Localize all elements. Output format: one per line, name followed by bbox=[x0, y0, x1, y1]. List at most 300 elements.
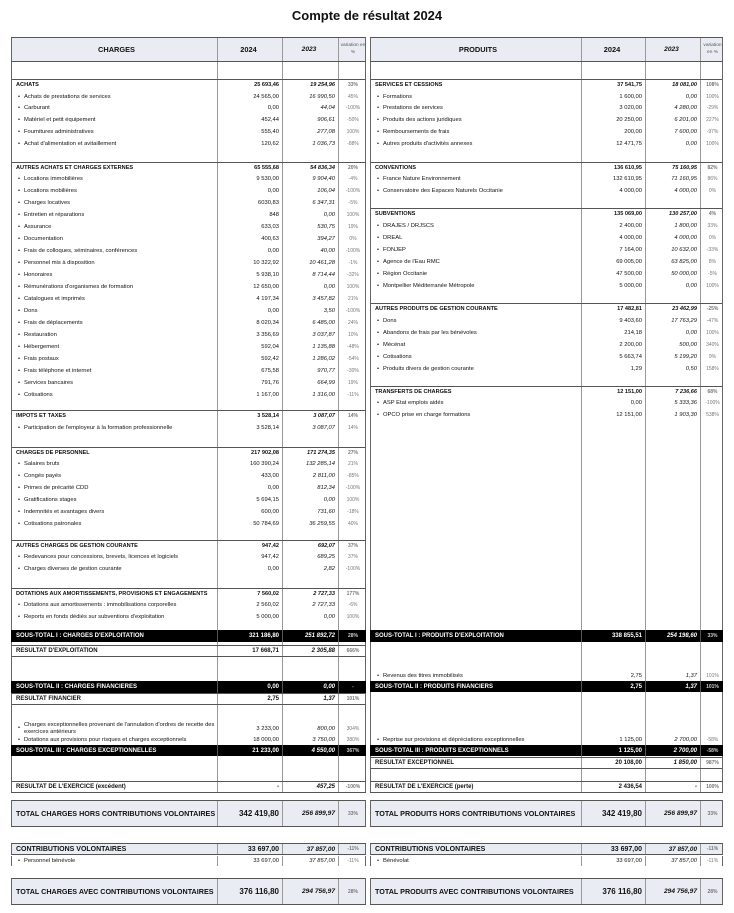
row-label: AUTRES ACHATS ET CHARGES EXTERNES bbox=[16, 165, 134, 171]
value-2023: 0,00 bbox=[282, 681, 338, 693]
row-label: • Conservatoire des Espaces Naturels Occitanie bbox=[371, 186, 581, 196]
item-row bbox=[11, 390, 366, 400]
value-2024: - bbox=[217, 782, 282, 792]
value-2024: 24 565,00 bbox=[217, 92, 282, 102]
value-2023: 2023 bbox=[645, 38, 700, 61]
item-row bbox=[11, 459, 366, 469]
value-2024: 2 560,02 bbox=[217, 600, 282, 610]
variation-percent: 19% bbox=[338, 378, 367, 388]
row-label: SOUS-TOTAL III : CHARGES EXCEPTIONNELLES bbox=[16, 747, 157, 754]
contributions-row bbox=[370, 843, 723, 855]
value-2023: 530,75 bbox=[282, 222, 338, 232]
value-2023: 2023 bbox=[282, 38, 338, 61]
variation-percent: 82% bbox=[700, 163, 724, 173]
value-2024: 592,04 bbox=[217, 342, 282, 352]
value-2024: 33 697,00 bbox=[217, 844, 282, 854]
value-2023: 6 201,00 bbox=[645, 115, 700, 125]
variation-percent: -1% bbox=[338, 258, 367, 268]
value-2024: 2,75 bbox=[217, 694, 282, 704]
blank-row bbox=[11, 529, 366, 540]
row-label: • Entretien et réparations bbox=[12, 210, 217, 220]
item-row bbox=[370, 92, 723, 102]
value-2023: 4 000,00 bbox=[645, 186, 700, 196]
row-label: • Produits des actions juridiques bbox=[371, 115, 581, 125]
row-label: RESULTAT FINANCIER bbox=[16, 696, 81, 702]
item-row bbox=[11, 186, 366, 196]
value-2024: 2 200,00 bbox=[581, 340, 645, 350]
item-row bbox=[370, 269, 723, 279]
row-label: TOTAL PRODUITS HORS CONTRIBUTIONS VOLONTAIRES bbox=[375, 808, 576, 818]
variation-percent: 100% bbox=[338, 495, 367, 505]
variation-percent: -85% bbox=[338, 471, 367, 481]
category-row bbox=[370, 386, 723, 397]
variation-percent: -100% bbox=[338, 483, 367, 493]
value-2023: 3 457,82 bbox=[282, 294, 338, 304]
row-label: RESULTAT DE L'EXERCICE (excédent) bbox=[16, 784, 126, 790]
row-label: • Cotisations bbox=[12, 390, 217, 400]
value-2023: 106,04 bbox=[282, 186, 338, 196]
variation-percent: 33% bbox=[700, 630, 724, 642]
variation-percent: -11% bbox=[338, 390, 367, 400]
value-2023: 50 000,00 bbox=[645, 269, 700, 279]
row-label: • Cotisations patronales bbox=[12, 519, 217, 529]
value-2024: 5 938,10 bbox=[217, 270, 282, 280]
item-row bbox=[11, 422, 366, 433]
value-2023: 1 135,88 bbox=[282, 342, 338, 352]
row-label: • Frais téléphone et internet bbox=[12, 366, 217, 376]
value-2024: 555,40 bbox=[217, 127, 282, 137]
value-2023: 0,00 bbox=[645, 92, 700, 102]
value-2023: 731,60 bbox=[282, 507, 338, 517]
result-row bbox=[370, 781, 723, 793]
row-label: • Autres produits d'activités annexes bbox=[371, 139, 581, 149]
variation-percent: 101% bbox=[700, 671, 724, 681]
item-row bbox=[11, 115, 366, 125]
variation-percent: 28% bbox=[338, 630, 367, 642]
variation-percent: -54% bbox=[338, 354, 367, 364]
value-2024: 37 541,75 bbox=[581, 80, 645, 90]
blank-row bbox=[370, 291, 723, 303]
value-2023: 2 811,00 bbox=[282, 471, 338, 481]
blank-row bbox=[370, 769, 723, 781]
value-2024: 675,58 bbox=[217, 366, 282, 376]
value-2024: 18 000,00 bbox=[217, 735, 282, 745]
variation-percent: 40% bbox=[338, 519, 367, 529]
item-row bbox=[370, 139, 723, 149]
row-label: • Locations mobilières bbox=[12, 186, 217, 196]
blank-row bbox=[11, 574, 366, 588]
variation-percent: -58% bbox=[700, 745, 724, 756]
variation-percent: 21% bbox=[338, 294, 367, 304]
value-2023: 2 727,33 bbox=[282, 589, 338, 599]
item-row bbox=[11, 198, 366, 208]
subtotal-row bbox=[11, 630, 366, 642]
value-2024: 33 697,00 bbox=[581, 856, 645, 866]
variation-percent: -29% bbox=[700, 103, 724, 113]
variation-percent: 27% bbox=[338, 448, 367, 458]
value-2023: 1,37 bbox=[645, 671, 700, 681]
variation-percent: 33% bbox=[338, 80, 367, 90]
item-row bbox=[370, 233, 723, 243]
value-2023: 256 899,97 bbox=[282, 801, 338, 826]
row-label: • Assurance bbox=[12, 222, 217, 232]
row-label: RESULTAT DE L'EXERCICE (perte) bbox=[375, 784, 474, 790]
value-2023: 37 857,00 bbox=[645, 844, 700, 854]
row-label: • Carburant bbox=[12, 103, 217, 113]
blank-row bbox=[11, 705, 366, 717]
item-row bbox=[11, 564, 366, 574]
blank-row bbox=[11, 400, 366, 410]
value-2024: 2024 bbox=[217, 38, 282, 61]
variation-percent: -11% bbox=[700, 844, 724, 854]
value-2023: 906,61 bbox=[282, 115, 338, 125]
row-label: • Mécénat bbox=[371, 340, 581, 350]
item-row bbox=[11, 856, 366, 866]
item-row bbox=[11, 103, 366, 113]
variation-percent: 158% bbox=[700, 364, 724, 374]
row-label: TOTAL PRODUITS AVEC CONTRIBUTIONS VOLONTAIRES bbox=[375, 886, 574, 896]
value-2023: 3 750,00 bbox=[282, 735, 338, 745]
row-label: IMPOTS ET TAXES bbox=[16, 413, 66, 419]
item-row bbox=[370, 410, 723, 420]
value-2023: 37 857,00 bbox=[282, 856, 338, 866]
value-2023: 9 904,40 bbox=[282, 174, 338, 184]
blank-row bbox=[11, 149, 366, 162]
row-label: • Agence de l'Eau RMC bbox=[371, 257, 581, 267]
value-2023: - bbox=[645, 782, 700, 792]
value-2023: 664,99 bbox=[282, 378, 338, 388]
row-label: • Remboursements de frais bbox=[371, 127, 581, 137]
variation-percent: 24% bbox=[338, 318, 367, 328]
value-2024: 6030,83 bbox=[217, 198, 282, 208]
variation-percent: -5% bbox=[338, 198, 367, 208]
row-label: • Frais postaux bbox=[12, 354, 217, 364]
item-row bbox=[370, 671, 723, 681]
header-spacer bbox=[370, 62, 723, 78]
variation-percent: 100% bbox=[338, 210, 367, 220]
charges-header bbox=[11, 37, 366, 62]
value-2023: 254 198,60 bbox=[645, 630, 700, 642]
value-2024: 12 151,00 bbox=[581, 387, 645, 397]
value-2023: 16 990,50 bbox=[282, 92, 338, 102]
value-2023: 0,00 bbox=[282, 210, 338, 220]
value-2024: 0,00 bbox=[217, 564, 282, 574]
variation-percent: 108% bbox=[700, 80, 724, 90]
value-2024: 12 650,00 bbox=[217, 282, 282, 292]
category-row bbox=[370, 79, 723, 90]
subtotal-row bbox=[11, 745, 366, 756]
value-2023: 3 087,07 bbox=[282, 422, 338, 433]
blank-row bbox=[370, 374, 723, 386]
item-row bbox=[11, 354, 366, 364]
value-2024: 4 000,00 bbox=[581, 233, 645, 243]
item-row bbox=[370, 174, 723, 184]
blank-row bbox=[370, 642, 723, 671]
value-2023: 0,00 bbox=[645, 139, 700, 149]
variation-percent: -5% bbox=[700, 269, 724, 279]
result-row bbox=[11, 693, 366, 705]
value-2024: 3 233,00 bbox=[217, 717, 282, 741]
item-row bbox=[11, 270, 366, 280]
value-2023: 8 714,44 bbox=[282, 270, 338, 280]
variation-percent: 101% bbox=[700, 681, 724, 692]
row-label: • Abandons de frais par les bénévoles bbox=[371, 328, 581, 338]
row-label: • ASP Etat emplois aidés bbox=[371, 398, 581, 408]
item-row bbox=[370, 245, 723, 255]
variation-percent: -100% bbox=[700, 398, 724, 408]
variation-percent: 538% bbox=[700, 410, 724, 420]
variation-percent: -48% bbox=[338, 342, 367, 352]
item-row bbox=[11, 234, 366, 244]
value-2023: 132 285,14 bbox=[282, 459, 338, 469]
variation-percent: -47% bbox=[700, 316, 724, 326]
subtotal-row bbox=[370, 630, 723, 642]
value-2023: 63 825,00 bbox=[645, 257, 700, 267]
variation-percent: 28% bbox=[338, 879, 367, 904]
value-2023: 17 763,29 bbox=[645, 316, 700, 326]
value-2023: 1,37 bbox=[645, 681, 700, 692]
variation-percent: -11% bbox=[338, 844, 367, 854]
category-row bbox=[11, 162, 366, 173]
row-label: • Frais de déplacements bbox=[12, 318, 217, 328]
row-label: • Cotisations bbox=[371, 352, 581, 362]
category-row bbox=[370, 303, 723, 314]
item-row bbox=[11, 330, 366, 340]
value-2024: 0,00 bbox=[581, 398, 645, 408]
row-label: • Dotations aux provisions pour risques et charges exceptionnels bbox=[12, 735, 217, 745]
variation-percent: 28% bbox=[700, 879, 724, 904]
row-label: • Charges diverses de gestion courante bbox=[12, 564, 217, 574]
item-row bbox=[370, 186, 723, 196]
value-2023: 692,07 bbox=[282, 541, 338, 551]
value-2024: 321 186,80 bbox=[217, 630, 282, 642]
blank-row bbox=[11, 657, 366, 681]
row-label: SOUS-TOTAL II : PRODUITS FINANCIERS bbox=[375, 683, 494, 690]
value-2024: 69 005,00 bbox=[581, 257, 645, 267]
item-row bbox=[370, 127, 723, 137]
value-2024: 0,00 bbox=[217, 186, 282, 196]
row-label: SOUS-TOTAL III : PRODUITS EXCEPTIONNELS bbox=[375, 747, 509, 754]
variation-percent: -100% bbox=[338, 564, 367, 574]
value-2023: 6 347,31 bbox=[282, 198, 338, 208]
value-2023: 5 333,36 bbox=[645, 398, 700, 408]
category-row bbox=[11, 540, 366, 551]
value-2024: 21 233,00 bbox=[217, 745, 282, 756]
value-2024: 8 020,34 bbox=[217, 318, 282, 328]
value-2024: 7 560,02 bbox=[217, 589, 282, 599]
row-label: • Documentation bbox=[12, 234, 217, 244]
value-2023: 0,00 bbox=[645, 281, 700, 291]
row-label: • Participation de l'employeur à la formation professionnelle bbox=[12, 422, 217, 433]
variation-percent: 33% bbox=[700, 221, 724, 231]
value-2024: 2024 bbox=[581, 38, 645, 61]
value-2023: 71 160,95 bbox=[645, 174, 700, 184]
variation-percent: -97% bbox=[700, 127, 724, 137]
value-2024: 132 610,95 bbox=[581, 174, 645, 184]
value-2024: 17 668,71 bbox=[217, 646, 282, 656]
row-label: • Montpellier Méditerranée Métropole bbox=[371, 281, 581, 291]
row-label: SOUS-TOTAL I : CHARGES D'EXPLOITATION bbox=[16, 633, 144, 639]
value-2024: 1 600,00 bbox=[581, 92, 645, 102]
row-label: • Frais de colloques, séminaires, conférences bbox=[12, 246, 217, 256]
variation-percent: - bbox=[338, 681, 367, 693]
item-row bbox=[11, 519, 366, 529]
row-label: • Bénévolat bbox=[371, 856, 581, 866]
subtotal-row bbox=[11, 681, 366, 693]
value-2024: 3 356,69 bbox=[217, 330, 282, 340]
row-label: • Prestations de services bbox=[371, 103, 581, 113]
variation-percent: variation en % bbox=[338, 38, 367, 61]
item-row bbox=[11, 92, 366, 102]
variation-percent: 340% bbox=[700, 340, 724, 350]
value-2024: 12 151,00 bbox=[581, 410, 645, 420]
row-label: TRANSFERTS DE CHARGES bbox=[375, 389, 452, 395]
blank-row bbox=[370, 149, 723, 162]
variation-percent: -33% bbox=[700, 245, 724, 255]
row-label: PRODUITS bbox=[458, 45, 498, 54]
result-row bbox=[11, 645, 366, 657]
variation-percent: 33% bbox=[338, 801, 367, 826]
variation-percent: 14% bbox=[338, 422, 367, 433]
variation-percent: 37% bbox=[338, 552, 367, 562]
variation-percent: 380% bbox=[338, 735, 367, 745]
row-label: • OPCO prise en charge formations bbox=[371, 410, 581, 420]
value-2024: 2 400,00 bbox=[581, 221, 645, 231]
item-row bbox=[11, 246, 366, 256]
variation-percent: 987% bbox=[700, 758, 724, 768]
value-2023: 256 899,97 bbox=[645, 801, 700, 826]
value-2023: 457,25 bbox=[282, 782, 338, 792]
value-2024: 217 902,08 bbox=[217, 448, 282, 458]
row-label: AUTRES CHARGES DE GESTION COURANTE bbox=[16, 543, 138, 549]
variation-percent: -25% bbox=[700, 304, 724, 314]
row-label: • Formations bbox=[371, 92, 581, 102]
value-2024: 848 bbox=[217, 210, 282, 220]
value-2024: 9 530,00 bbox=[217, 174, 282, 184]
variation-percent: -32% bbox=[338, 270, 367, 280]
variation-percent: 10% bbox=[338, 330, 367, 340]
variation-percent: 86% bbox=[700, 174, 724, 184]
value-2024: 65 555,68 bbox=[217, 163, 282, 173]
item-row bbox=[11, 735, 366, 745]
row-label: • Produits divers de gestion courante bbox=[371, 364, 581, 374]
row-label: TOTAL CHARGES HORS CONTRIBUTIONS VOLONTAIRES bbox=[16, 808, 216, 818]
row-label: CONVENTIONS bbox=[375, 165, 417, 171]
item-row bbox=[11, 318, 366, 328]
variation-percent: -11% bbox=[700, 856, 724, 866]
value-2024: 600,00 bbox=[217, 507, 282, 517]
value-2023: 689,25 bbox=[282, 552, 338, 562]
row-label: • Achat d'alimentation et avitaillement bbox=[12, 139, 217, 149]
value-2023: 251 892,72 bbox=[282, 630, 338, 642]
value-2024: 7 164,00 bbox=[581, 245, 645, 255]
category-row bbox=[370, 208, 723, 219]
category-row bbox=[11, 588, 366, 599]
row-label: • Région Occitanie bbox=[371, 269, 581, 279]
value-2023: 277,08 bbox=[282, 127, 338, 137]
value-2023: 294 756,97 bbox=[282, 879, 338, 904]
value-2023: 1,37 bbox=[282, 694, 338, 704]
value-2023: 500,00 bbox=[645, 340, 700, 350]
variation-percent: 9% bbox=[700, 352, 724, 362]
value-2023: 812,34 bbox=[282, 483, 338, 493]
row-label: • Personnel mis à disposition bbox=[12, 258, 217, 268]
row-label: • Achats de prestations de services bbox=[12, 92, 217, 102]
item-row bbox=[11, 127, 366, 137]
value-2023: 3,50 bbox=[282, 306, 338, 316]
value-2024: 47 500,00 bbox=[581, 269, 645, 279]
value-2023: 5 199,20 bbox=[645, 352, 700, 362]
item-row bbox=[370, 316, 723, 326]
item-row bbox=[11, 282, 366, 292]
value-2023: 6 485,00 bbox=[282, 318, 338, 328]
value-2023: 4 280,00 bbox=[645, 103, 700, 113]
contributions-row bbox=[11, 843, 366, 855]
value-2024: 10 322,92 bbox=[217, 258, 282, 268]
variation-percent: 68% bbox=[700, 387, 724, 397]
row-label: • Revenus des titres immobilisés bbox=[371, 671, 581, 681]
value-2023: 2 305,88 bbox=[282, 646, 338, 656]
item-row bbox=[11, 366, 366, 376]
value-2024: 376 116,80 bbox=[217, 879, 282, 904]
row-label: SOUS-TOTAL II : CHARGES FINANCIERES bbox=[16, 684, 138, 690]
variation-percent: -100% bbox=[338, 186, 367, 196]
row-label: • Locations immobilières bbox=[12, 174, 217, 184]
value-2023: 40,00 bbox=[282, 246, 338, 256]
row-label: • Restauration bbox=[12, 330, 217, 340]
category-row bbox=[11, 410, 366, 421]
row-label: AUTRES PRODUITS DE GESTION COURANTE bbox=[375, 306, 498, 312]
variation-percent: 21% bbox=[338, 459, 367, 469]
variation-percent: -88% bbox=[338, 139, 367, 149]
variation-percent: -11% bbox=[338, 856, 367, 866]
value-2024: 342 419,80 bbox=[217, 801, 282, 826]
category-row bbox=[11, 447, 366, 458]
value-2024: 338 855,51 bbox=[581, 630, 645, 642]
row-label: • Fournitures administratives bbox=[12, 127, 217, 137]
variation-percent: -4% bbox=[338, 174, 367, 184]
row-label: • Rémunérations d'organismes de formation bbox=[12, 282, 217, 292]
value-2023: 970,77 bbox=[282, 366, 338, 376]
value-2023: 2,82 bbox=[282, 564, 338, 574]
value-2023: 18 081,00 bbox=[645, 80, 700, 90]
value-2024: 120,62 bbox=[217, 139, 282, 149]
variation-percent: -18% bbox=[338, 507, 367, 517]
row-label: CHARGES DE PERSONNEL bbox=[16, 450, 90, 456]
value-2024: 160 390,24 bbox=[217, 459, 282, 469]
value-2024: 12 471,75 bbox=[581, 139, 645, 149]
item-row bbox=[370, 856, 723, 866]
value-2023: 0,50 bbox=[645, 364, 700, 374]
item-row bbox=[11, 294, 366, 304]
value-2023: 3 037,87 bbox=[282, 330, 338, 340]
variation-percent: 101% bbox=[338, 694, 367, 704]
item-row bbox=[370, 257, 723, 267]
variation-percent: 19% bbox=[338, 222, 367, 232]
blank-row bbox=[370, 420, 723, 630]
value-2024: 452,44 bbox=[217, 115, 282, 125]
result-row bbox=[370, 757, 723, 769]
item-row bbox=[11, 507, 366, 517]
value-2024: 3 528,14 bbox=[217, 411, 282, 421]
row-label: • Dons bbox=[371, 316, 581, 326]
value-2024: 25 693,46 bbox=[217, 80, 282, 90]
row-label: • Dotations aux amortissements : immobilisations corporelles bbox=[12, 600, 217, 610]
item-row bbox=[11, 342, 366, 352]
variation-percent: 177% bbox=[338, 589, 367, 599]
variation-percent: 666% bbox=[338, 646, 367, 656]
value-2024: 3 020,00 bbox=[581, 103, 645, 113]
